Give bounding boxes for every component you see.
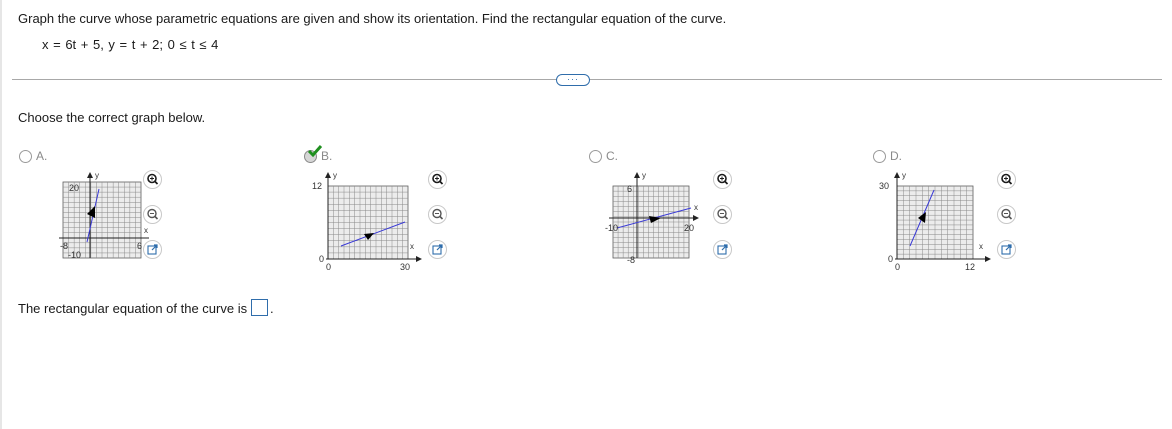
y-axis-arrow [634, 172, 640, 178]
x-axis-label: x [979, 242, 983, 251]
x-axis-label: x [694, 203, 698, 212]
x-axis-label: x [144, 226, 148, 235]
y-axis-arrow [87, 172, 93, 178]
tick-label-y-min: 0 [888, 254, 894, 264]
tick-label-y-min: 0 [319, 254, 325, 264]
option-label-b: B. [321, 149, 333, 163]
x-axis-label: x [410, 242, 414, 251]
graph-a [39, 170, 149, 262]
tick-label-x-min: 0 [326, 262, 332, 270]
answer-period: . [270, 301, 274, 316]
tick-label-x-min: -8 [60, 241, 69, 251]
parametric-equations: x = 6t + 5, y = t + 2; 0 ≤ t ≤ 4 [42, 37, 219, 52]
option-d[interactable] [873, 148, 1073, 278]
graph-b [306, 170, 426, 270]
radio-c[interactable] [589, 150, 602, 163]
tick-label-x-min: 0 [895, 262, 901, 270]
option-b[interactable] [304, 148, 504, 278]
answer-input[interactable] [251, 299, 268, 316]
zoom-out-icon[interactable] [143, 205, 162, 224]
zoom-out-icon[interactable] [997, 205, 1016, 224]
x-axis-arrow [985, 256, 991, 262]
y-axis-label: y [902, 171, 906, 180]
graph-d [875, 170, 995, 270]
answer-label: The rectangular equation of the curve is [18, 301, 248, 316]
option-label-a: A. [36, 149, 48, 163]
expand-icon[interactable] [428, 240, 447, 259]
x-axis-arrow [416, 256, 422, 262]
more-button[interactable]: ··· [556, 74, 590, 86]
option-label-c: C. [606, 149, 618, 163]
x-axis-arrow [693, 215, 699, 221]
option-label-d: D. [890, 149, 902, 163]
option-c[interactable] [589, 148, 789, 278]
y-axis-arrow [894, 172, 900, 178]
zoom-in-icon[interactable] [997, 170, 1016, 189]
y-axis-label: y [95, 171, 99, 180]
tick-label-x-min: -10 [605, 223, 619, 233]
left-edge [0, 0, 2, 429]
radio-a[interactable] [19, 150, 32, 163]
tick-label-x-max: 12 [965, 262, 976, 270]
tick-label-y-min: -10 [68, 250, 82, 260]
tick-label-y-max: 20 [69, 183, 80, 193]
tick-label-y-max: 12 [312, 181, 323, 191]
tick-label-x-max: 6 [137, 241, 143, 251]
radio-d[interactable] [873, 150, 886, 163]
y-axis-label: y [333, 171, 337, 180]
zoom-in-icon[interactable] [713, 170, 732, 189]
y-axis-label: y [642, 171, 646, 180]
zoom-in-icon[interactable] [143, 170, 162, 189]
expand-icon[interactable] [143, 240, 162, 259]
graph-c [599, 170, 714, 265]
tick-label-y-max: 30 [879, 181, 890, 191]
tick-label-x-max: 30 [400, 262, 411, 270]
tick-label-y-min: -8 [627, 255, 636, 265]
zoom-in-icon[interactable] [428, 170, 447, 189]
zoom-out-icon[interactable] [428, 205, 447, 224]
tick-label-y-max: 6 [627, 184, 633, 194]
expand-icon[interactable] [713, 240, 732, 259]
question-text: Graph the curve whose parametric equations are given and show its orientation. Find the rectangular equation of the curve. [18, 11, 727, 26]
zoom-out-icon[interactable] [713, 205, 732, 224]
instruction-text: Choose the correct graph below. [18, 110, 206, 125]
y-axis-arrow [325, 172, 331, 178]
expand-icon[interactable] [997, 240, 1016, 259]
option-a[interactable] [19, 148, 219, 278]
tick-label-x-max: 20 [684, 223, 695, 233]
